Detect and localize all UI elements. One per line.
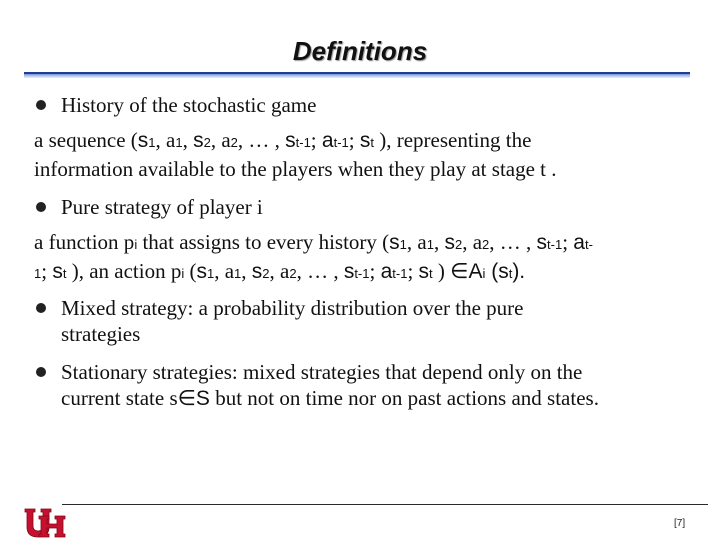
bullet-history-text: History of the stochastic game: [61, 93, 317, 117]
bullet-icon: [36, 303, 46, 313]
title-underline: [24, 72, 690, 78]
history-definition: [34, 127, 684, 182]
bullet-stationary-strategies: [34, 359, 684, 412]
bullet-icon: [36, 100, 46, 110]
pure-strategy-line1: a function pi that assigns to every history (s1, a1, s2, a2, … , st-1; at-: [34, 230, 593, 254]
slide-body: [34, 92, 684, 412]
pure-strategy-definition: [34, 229, 684, 287]
bullet-stationary-line2: current state s∈S but not on time nor on past actions and states.: [61, 386, 599, 410]
bullet-mixed-strategy: [34, 295, 684, 347]
page-number: [7]: [674, 518, 686, 529]
history-definition-line2: information available to the players when they play at stage t .: [34, 157, 557, 181]
bullet-pure-strategy: [34, 194, 684, 220]
bullet-mixed-strategy-line2: strategies: [61, 322, 141, 346]
history-definition-line1: a sequence (s1, a1, s2, a2, … , st-1; at-1; st ), representing the: [34, 128, 532, 152]
slide-title: Definitions: [292, 36, 428, 66]
bullet-mixed-strategy-line1: Mixed strategy: a probability distribution over the pure: [61, 296, 524, 320]
pure-strategy-line2: 1; st ), an action pi (s1, a1, s2, a2, … , st-1; at-1; st ) ∈Ai (st).: [34, 259, 526, 283]
bullet-pure-strategy-text: Pure strategy of player i: [61, 195, 263, 219]
uh-logo-icon: [22, 506, 68, 540]
bullet-icon: [36, 202, 46, 212]
bullet-history: [34, 92, 684, 118]
bullet-icon: [36, 367, 46, 377]
footer-divider: [62, 504, 708, 505]
bullet-stationary-line1: Stationary strategies: mixed strategies that depend only on the: [61, 360, 583, 384]
